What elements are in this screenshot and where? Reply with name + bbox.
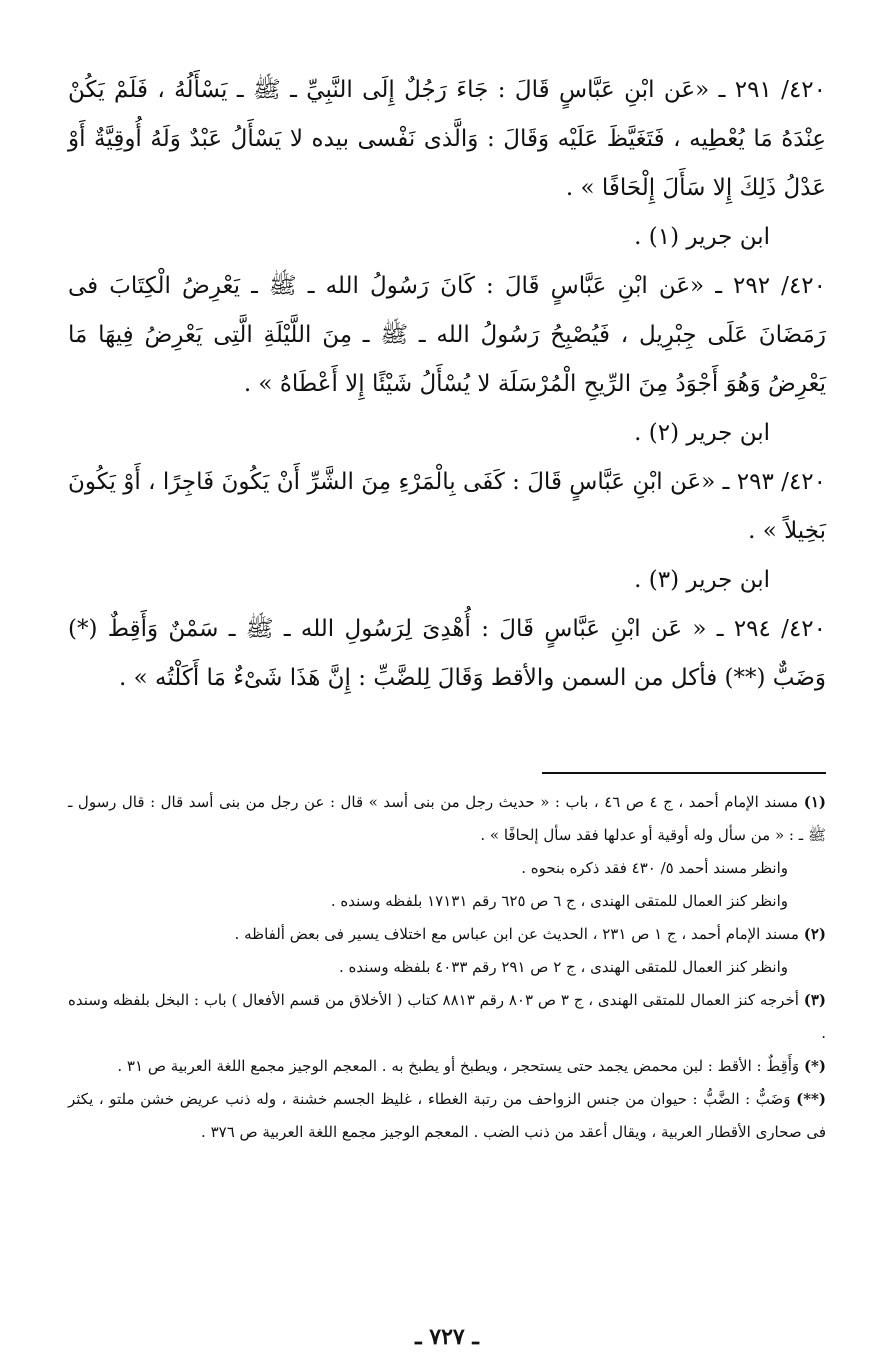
footnote-3-line-1: أخرجه كنز العمال للمتقى الهندى ، ج ٣ ص ٨٠٣ رقم ٨٨١٣ كتاب ( الأخلاق من قسم الأفعال ) باب : البخل بلفظه وسنده . [68, 991, 826, 1042]
footnote-2 [68, 918, 826, 951]
hadith-292-source: ابن جرير (٢) . [634, 420, 770, 446]
footnote-double-star-line-1: وَضَبٌّ : الضَّبُّ : حيوان من جنس الزواحف من رتبة الغطاء ، غليظ الجسم خشنة ، وله ذنب عريض خشن ملتو ، يكثر فى صحارى الأقطار العربية ، ويقال أعقد من ذنب الضب . المعجم الوجيز مجمع اللغة العربية ص ٣٧٦ . [68, 1090, 826, 1141]
hadith-293-source: ابن جرير (٣) . [634, 567, 770, 593]
main-text [68, 66, 826, 703]
footnote-star-mark: (*) [803, 1057, 826, 1075]
footnote-1-line-3: وانظر كنز العمال للمتقى الهندى ، ج ٦ ص ٦٢٥ رقم ١٧١٣١ بلفظه وسنده . [330, 892, 788, 910]
hadith-292: ٤٢٠/ ٢٩٢ ـ «عَن ابْنِ عَبَّاسٍ قَالَ : كَانَ رَسُولُ الله ـ ﷺ ـ يَعْرِضُ الْكِتَابَ فى رَمَضَانَ عَلَى جِبْرِيل ، فَيُصْبِحُ رَسُولُ الله ـ ﷺ ـ مِنَ اللَّيْلَةِ الَّتِى يَعْرِضُ فِيهَا مَا يَعْرِضُ وَهُوَ أَجْوَدُ مِنَ الرِّيحِ الْمُرْسَلَة لا يُسْأَلُ شَيْئًا إِلا أَعْطَاهُ » . [68, 273, 826, 397]
footnote-1-mark: (١) [803, 793, 826, 811]
footnote-double-star-mark: (**) [796, 1090, 826, 1108]
footnote-star [68, 1050, 826, 1083]
hadith-294: ٤٢٠/ ٢٩٤ ـ « عَن ابْنِ عَبَّاسٍ قَالَ : أُهْدِىَ لِرَسُولِ الله ـ ﷺ ـ سَمْنٌ وَأَقِطٌ (*) وَضَبٌّ (**) فأكل من السمن والأقط وَقَالَ لِلضَّبِّ : إِنَّ هَذَا شَىْءٌ مَا أَكَلْتُه » . [68, 616, 826, 691]
footnote-1-line-2: وانظر مسند أحمد ٥/ ٤٣٠ فقد ذكره بنحوه . [521, 859, 788, 877]
footnotes [68, 786, 826, 1149]
footnote-3-mark: (٣) [803, 991, 827, 1009]
footnote-double-star [68, 1083, 826, 1149]
hadith-291-source: ابن جرير (١) . [634, 224, 770, 250]
page-number: ـ ٧٢٧ ـ [415, 1324, 479, 1350]
book-page [68, 66, 827, 1350]
footnote-3 [68, 984, 826, 1050]
footnote-1 [68, 786, 826, 852]
hadith-293: ٤٢٠/ ٢٩٣ ـ «عَن ابْنِ عَبَّاسٍ قَالَ : كَفَى بِالْمَرْءِ مِنَ الشَّرِّ أَنْ يَكُونَ فَاجِرًا ، أَوْ يَكُونَ بَخِيلاً » . [68, 469, 826, 544]
footnote-1-line-1: مسند الإمام أحمد ، ج ٤ ص ٤٦ ، باب : « حديث رجل من بنى أسد » قال : عن رجل من بنى أسد قال : قال رسول ـ ﷺ ـ : « من سأل وله أوقية أو عدلها فقد سأل إلحافًا » . [68, 793, 826, 844]
footnote-2-line-2: وانظر كنز العمال للمتقى الهندى ، ج ٢ ص ٢٩١ رقم ٤٠٣٣ بلفظه وسنده . [338, 958, 788, 976]
footnote-2-line-1: مسند الإمام أحمد ، ج ١ ص ٢٣١ ، الحديث عن ابن عباس مع اختلاف يسير فى بعض ألفاظه . [234, 925, 799, 943]
footnote-separator [542, 772, 826, 774]
footnote-2-mark: (٢) [803, 925, 826, 943]
footnote-star-line-1: وَأَقِطٌ : الأقط : لبن محمض يجمد حتى يستحجر ، ويطبخ أو يطبخ به . المعجم الوجيز مجمع اللغة العربية ص ٣١ . [117, 1057, 800, 1075]
hadith-291: ٤٢٠/ ٢٩١ ـ «عَن ابْنِ عَبَّاسٍ قَالَ : جَاءَ رَجُلٌ إِلَى النَّبِيِّ ـ ﷺ ـ يَسْأَلُهُ ، فَلَمْ يَكُنْ عِنْدَهُ مَا يُعْطِيه ، فَتَغَيَّظَ عَلَيْه وَقَالَ : وَالَّذى نَفْسى بيده لا يَسْأَلُ عَبْدٌ وَلَهُ أُوقِيَّةٌ أَوْ عَدْلُ ذَلِكَ إِلا سَأَلَ إِلْحَافًا » . [68, 77, 826, 201]
